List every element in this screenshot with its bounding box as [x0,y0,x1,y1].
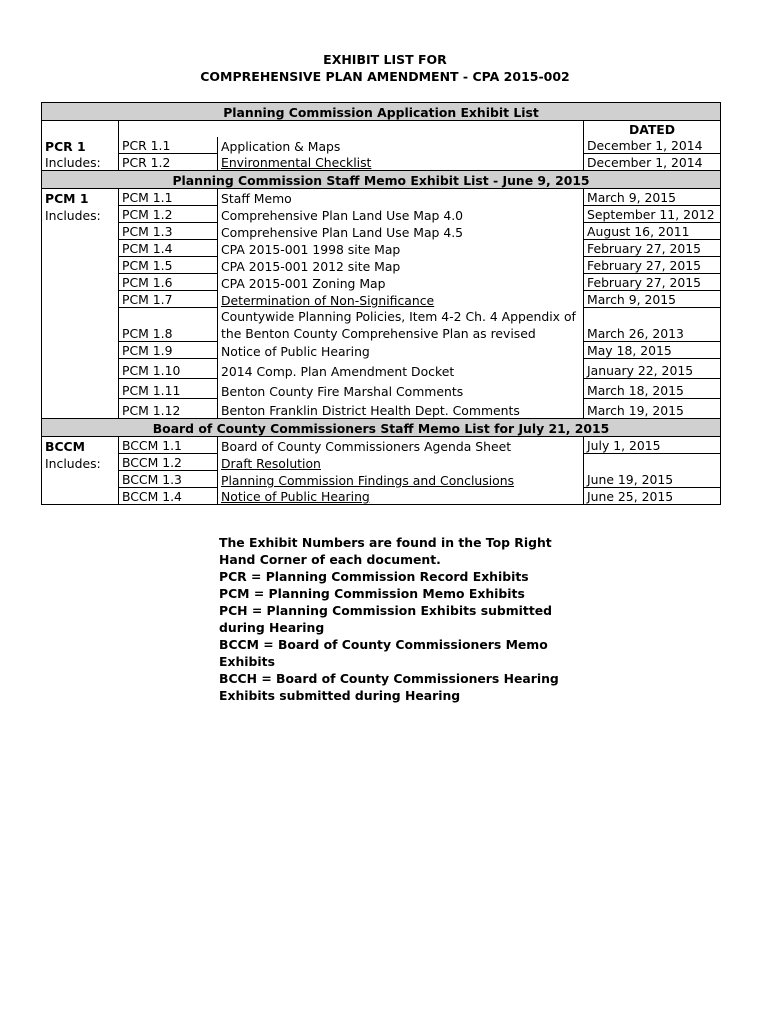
table-row [42,206,721,223]
exhibit-date: December 1, 2014 [584,154,721,171]
exhibit-number: PCM 1.1 [119,189,218,206]
table-row [42,454,721,471]
table-row [42,399,721,419]
exhibit-date: July 1, 2015 [584,437,721,454]
exhibit-number: BCCM 1.1 [119,437,218,454]
note-line: Hand Corner of each document. [219,552,441,567]
table-row [42,488,721,505]
exhibit-description: Staff Memo [221,190,292,206]
group-code-pcm: PCM 1 [42,189,119,206]
table-row [42,154,721,171]
exhibit-number: BCCM 1.3 [119,471,218,488]
group-includes-label: Includes: [42,454,119,471]
exhibit-date: September 11, 2012 [584,206,721,223]
group-includes-label: Includes: [42,206,119,223]
note-line: The Exhibit Numbers are found in the Top Right [219,535,552,550]
dated-column-header: DATED [584,121,721,138]
table-row [42,379,721,399]
exhibit-date: February 27, 2015 [584,257,721,274]
group-includes-label: Includes: [42,154,119,171]
exhibit-date: March 19, 2015 [584,399,721,419]
dated-header-row [42,121,721,138]
exhibit-number: PCM 1.11 [119,379,218,399]
exhibit-description: 2014 Comp. Plan Amendment Docket [221,363,455,379]
note-line: Exhibits submitted during Hearing [219,688,461,703]
table-row [42,189,721,206]
note-line: PCH = Planning Commission Exhibits submitted [219,603,553,618]
exhibit-description: CPA 2015-001 1998 site Map [221,241,401,257]
exhibit-number: PCM 1.9 [119,342,218,359]
exhibit-date: January 22, 2015 [584,359,721,379]
exhibit-number: PCM 1.2 [119,206,218,223]
note-line: BCCM = Board of County Commissioners Memo [219,637,548,652]
table-row [42,308,721,342]
exhibit-description: Comprehensive Plan Land Use Map 4.5 [221,224,464,240]
exhibit-date: February 27, 2015 [584,240,721,257]
table-row [42,137,721,154]
table-row [42,342,721,359]
note-line: PCR = Planning Commission Record Exhibits [219,569,529,584]
section-header-pc-application: Planning Commission Application Exhibit List [42,103,721,121]
exhibit-table [41,102,721,505]
table-row [42,274,721,291]
exhibit-date: March 9, 2015 [584,189,721,206]
group-code-pcr: PCR 1 [42,137,119,154]
note-line: Exhibits [219,654,275,669]
exhibit-number: PCM 1.7 [119,291,218,308]
exhibit-description: Benton County Fire Marshal Comments [221,383,464,399]
exhibit-number: PCM 1.8 [119,308,218,342]
exhibit-description: Comprehensive Plan Land Use Map 4.0 [221,207,464,223]
table-row [42,291,721,308]
exhibit-description: CPA 2015-001 Zoning Map [221,275,386,291]
exhibit-number: PCR 1.2 [119,154,218,171]
exhibit-date: May 18, 2015 [584,342,721,359]
exhibit-date: March 18, 2015 [584,379,721,399]
table-row [42,359,721,379]
exhibit-number: BCCM 1.2 [119,454,218,471]
section-header-row [42,103,721,121]
exhibit-date: February 27, 2015 [584,274,721,291]
document-title-line-1: EXHIBIT LIST FOR [323,52,447,67]
exhibit-description: Planning Commission Findings and Conclusions [221,472,515,488]
exhibit-number: PCR 1.1 [119,137,218,154]
note-line: PCM = Planning Commission Memo Exhibits [219,586,525,601]
table-row [42,240,721,257]
exhibit-description: Countywide Planning Policies, Item 4-2 Ch. 4 Appendix of the Benton County Comprehensive Plan as revised [221,308,576,341]
exhibit-number: PCM 1.5 [119,257,218,274]
exhibit-description: Benton Franklin District Health Dept. Comments [221,403,520,418]
section-header-bocc-memo: Board of County Commissioners Staff Memo List for July 21, 2015 [42,419,721,437]
exhibit-date: June 25, 2015 [584,488,721,505]
exhibit-description: Board of County Commissioners Agenda Sheet [221,438,512,454]
table-row [42,223,721,240]
exhibit-description: Draft Resolution [221,455,321,471]
exhibit-description: CPA 2015-001 2012 site Map [221,258,401,274]
table-row [42,257,721,274]
table-row [42,437,721,454]
exhibit-legend-notes [219,534,579,704]
exhibit-description: Determination of Non-Significance [221,292,435,308]
table-row [42,471,721,488]
exhibit-date: August 16, 2011 [584,223,721,240]
section-header-row [42,171,721,189]
exhibit-description: Notice of Public Hearing [221,343,370,359]
note-line: during Hearing [219,620,325,635]
note-line: BCCH = Board of County Commissioners Hearing [219,671,559,686]
exhibit-date: December 1, 2014 [584,137,721,154]
exhibit-date [584,454,721,471]
exhibit-date: June 19, 2015 [584,471,721,488]
exhibit-description: Notice of Public Hearing [218,488,584,505]
section-header-row [42,419,721,437]
document-title-line-2: COMPREHENSIVE PLAN AMENDMENT - CPA 2015-002 [200,69,570,84]
exhibit-number: PCM 1.6 [119,274,218,291]
exhibit-description: Environmental Checklist [221,155,372,170]
exhibit-number: PCM 1.12 [119,399,218,419]
exhibit-number: PCM 1.10 [119,359,218,379]
section-header-pc-memo: Planning Commission Staff Memo Exhibit List - June 9, 2015 [42,171,721,189]
group-code-bccm: BCCM [42,437,119,454]
exhibit-number: PCM 1.3 [119,223,218,240]
exhibit-date: March 9, 2015 [584,291,721,308]
exhibit-date: March 26, 2013 [584,308,721,342]
exhibit-number: PCM 1.4 [119,240,218,257]
exhibit-number: BCCM 1.4 [119,488,218,505]
exhibit-description: Application & Maps [221,138,341,154]
